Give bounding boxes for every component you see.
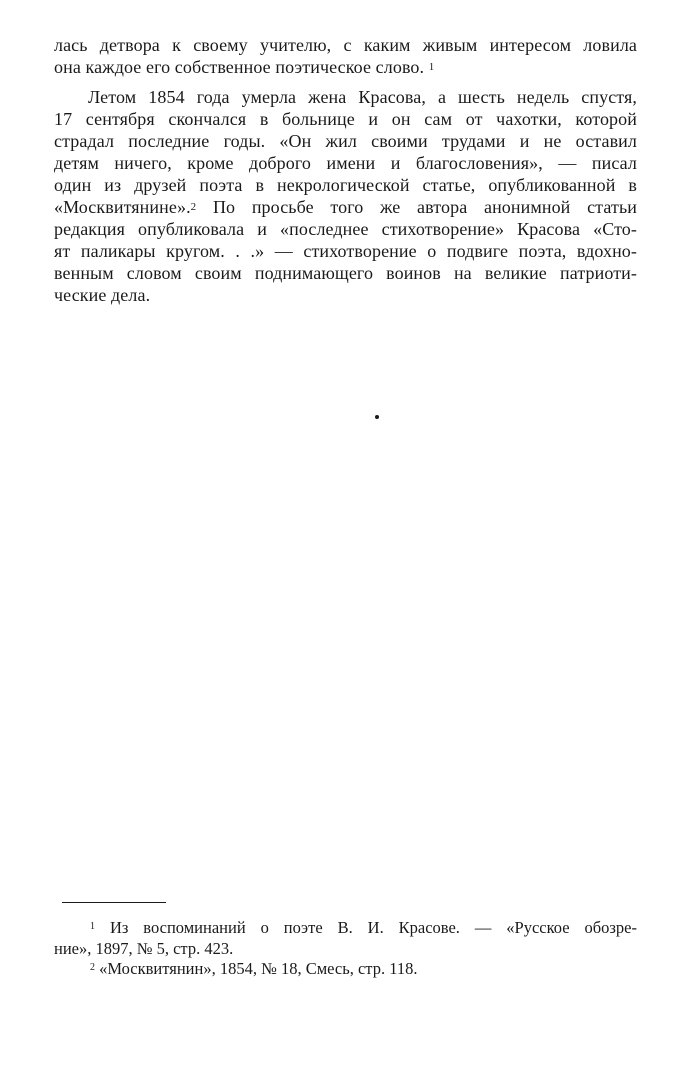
footnote-1 (90, 917, 637, 938)
ink-dot (375, 415, 379, 419)
body-line-8 (54, 196, 637, 218)
footnote-1-line2: ние», 1897, № 5, стр. 423. (54, 939, 234, 958)
body-line-7: один из друзей поэта в некрологической статье, опубликованной в (54, 175, 637, 195)
footnote-1-marker: 1 (90, 921, 95, 932)
body-line-8-text-a: «Москвитянине». (54, 197, 191, 217)
footnote-2-text: «Москвитянин», 1854, № 18, Смесь, стр. 118. (99, 959, 418, 978)
footnote-separator (62, 902, 166, 903)
body-line-8-text-b: По просьбе того же автора анонимной статьи (212, 197, 637, 217)
footnote-1-text-line1: Из воспоминаний о поэте В. И. Красове. — «Русское обозре- (109, 918, 637, 937)
body-line-2 (54, 56, 637, 78)
body-line-4: 17 сентября скончался в больнице и он сам от чахотки, которой (54, 109, 637, 129)
footnote-2 (90, 958, 417, 979)
footnote-2-marker: 2 (90, 962, 95, 973)
footnote-ref-1: 1 (428, 61, 435, 73)
body-line-2-text: она каждое его собственное поэтическое слово. (54, 57, 425, 77)
footnote-ref-2: 2 (190, 201, 197, 213)
body-line-6: детям ничего, кроме доброго имени и благословения», — писал (54, 153, 637, 173)
body-line-1: лась детвора к своему учителю, с каким живым интересом ловила (54, 35, 637, 55)
body-line-12: ческие дела. (54, 285, 151, 305)
body-line-10: ят паликары кругом. . .» — стихотворение о подвиге поэта, вдохно- (54, 241, 637, 261)
body-line-3: Летом 1854 года умерла жена Красова, а шесть недель спустя, (88, 87, 637, 107)
body-line-5: страдал последние годы. «Он жил своими трудами и не оставил (54, 131, 637, 151)
body-line-11: венным словом своим поднимающего воинов на великие патриоти- (54, 263, 637, 283)
body-line-9: редакция опубликовала и «последнее стихотворение» Красова «Сто- (54, 219, 637, 239)
